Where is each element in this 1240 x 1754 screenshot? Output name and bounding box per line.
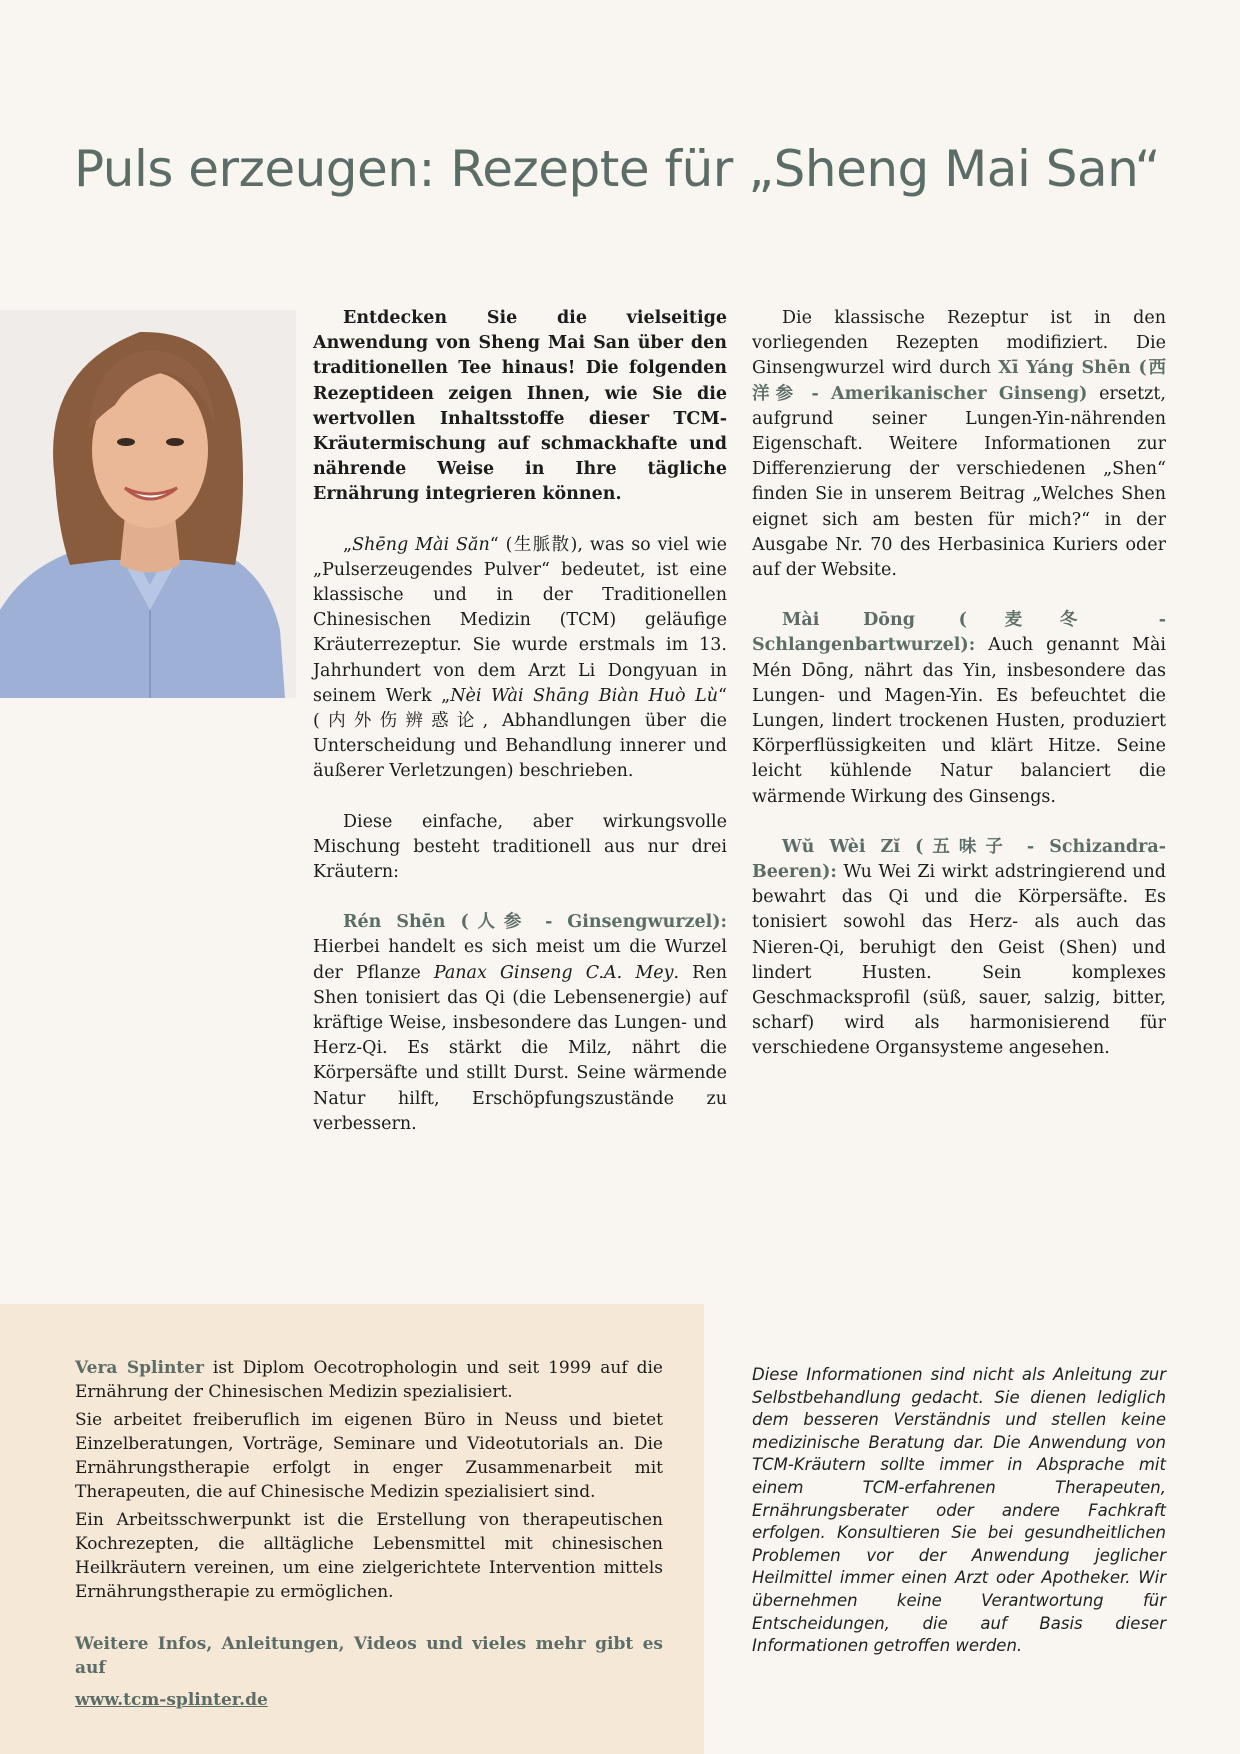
- herb-ren-shen: Rén Shēn (人参 - Ginsengwurzel): Hierbei handelt es sich meist um die Wurzel der Pflanze Panax Ginseng C.A. Mey. Ren Shen tonisiert das Qi (die Lebensenergie) auf kräftige Weise, insbesondere das Lungen- und Herz-Qi. Es stärkt die Milz, nährt die Körpersäfte und stillt Durst. Seine wärmende Natur hilft, Erschöpfungszustände zu verbessern.: [313, 912, 727, 1134]
- page-title: Puls erzeugen: Rezepte für „Sheng Mai San“: [74, 140, 1161, 198]
- portrait-illustration: [0, 310, 296, 698]
- herbs-intro-paragraph: Diese einfache, aber wirkungsvolle Mischung besteht traditionell aus nur drei Kräutern:: [313, 811, 727, 883]
- latin-name: Panax Ginseng C.A. Mey: [433, 962, 674, 983]
- work-title: Nèi Wài Shāng Biàn Huò Lù: [450, 685, 719, 706]
- disclaimer-text: Diese Informationen sind nicht als Anleitung zur Selbstbehandlung gedacht. Sie dienen lediglich dem besseren Verständnis und stellen keine medizinische Beratung dar. Die Anwendung von TCM-Kräutern sollte immer in Absprache mit einem TCM-erfahrenen Therapeuten, Ernährungsberater oder andere Fachkraft erfolgen. Konsultieren Sie bei gesundheitlichen Problemen vor der Anwendung jeglicher Heilmittel immer einen Arzt oder Apotheker. Wir übernehmen keine Verantwortung für Entscheidungen, die auf Basis dieser Informationen getroffen werden.: [752, 1365, 1166, 1656]
- herb-heading: Rén Shēn (人参 - Ginsengwurzel):: [343, 912, 727, 933]
- herb-heading: Wŭ Wèi Zĭ (五味子 - Schizandra-Beeren):: [752, 836, 1166, 883]
- lead-paragraph: Entdecken Sie die vielseitige Anwendung von Sheng Mai San über den traditionellen Tee hinaus! Die folgenden Rezeptideen zeigen Ihnen, wie Sie die wertvollen Inhaltsstoffe dieser TCM-Kräutermischung auf schmackhafte und nährende Weise in Ihre tägliche Ernährung integrieren können.: [313, 308, 727, 505]
- bio-paragraph: Ein Arbeitsschwerpunkt ist die Erstellung von therapeutischen Kochrezepten, die alltägliche Lebensmittel mit chinesischen Heilkräutern vereinen, um eine zielgerichtete Intervention mittels Ernährungstherapie zu ermöglichen.: [75, 1510, 663, 1602]
- website-link[interactable]: www.tcm-splinter.de: [75, 1690, 268, 1710]
- bio-paragraph: Vera Splinter ist Diplom Oecotrophologin und seit 1999 auf die Ernährung der Chinesischen Medizin spezialisiert.: [75, 1358, 663, 1402]
- herb-heading: Mài Dōng (麦冬 - Schlangenbartwurzel):: [752, 610, 1166, 656]
- article-column-right: [752, 306, 1166, 1062]
- modification-paragraph: Die klassische Rezeptur ist in den vorliegenden Rezepten modifiziert. Die Ginsengwurzel wird durch Xī Yáng Shēn (西洋参 - Amerikanischer Ginseng) ersetzt, aufgrund seiner Lungen-Yin-nährenden Eigenschaft. Weitere Informationen zur Differenzierung der verschiedenen „Shen“ finden Sie in unserem Beitrag „Welches Shen eignet sich am besten für mich?“ in der Ausgabe Nr. 70 des Herbasinica Kuriers oder auf der Website.: [752, 308, 1166, 581]
- author-portrait: [0, 310, 296, 698]
- article-column-left: [313, 306, 727, 1137]
- bio-paragraph: Sie arbeitet freiberuflich im eigenen Büro in Neuss und bietet Einzelberatungen, Vorträge, Seminare und Videotutorials an. Die Ernährungstherapie erfolgt in enger Zusammenarbeit mit Therapeuten, die auf Chinesische Medizin spezialisiert sind.: [75, 1410, 663, 1502]
- intro-paragraph: „Shēng Mài Săn“ (生脈散), was so viel wie „Pulserzeugendes Pulver“ bedeutet, ist eine klassische und in der Traditionellen Chinesischen Medizin (TCM) geläufige Kräuterrezeptur. Sie wurde erstmals im 13. Jahrhundert von dem Arzt Li Dongyuan in seinem Werk „Nèi Wài Shāng Biàn Huò Lù“ (内外伤辨惑论, Abhandlungen über die Unterscheidung und Behandlung innerer und äußerer Verletzungen) beschrieben.: [313, 534, 727, 782]
- herb-mai-dong: Mài Dōng (麦冬 - Schlangenbartwurzel): Auch genannt Mài Mén Dōng, nährt das Yin, insbesondere das Lungen- und Magen-Yin. Es befeuchtet die Lungen, lindert trockenen Husten, produziert Körperflüssigkeiten und klärt Hitze. Seine leicht kühlende Natur balanciert die wärmende Wirkung des Ginsengs.: [752, 610, 1166, 807]
- author-name: Vera Splinter: [75, 1358, 204, 1378]
- author-bio-box: [0, 1304, 704, 1754]
- herb-wu-wei-zi: Wŭ Wèi Zĭ (五味子 - Schizandra-Beeren): Wu Wei Zi wirkt adstringierend und bewahrt das Qi und die Körpersäfte. Es tonisiert sowohl das Herz- als auch das Nieren-Qi, beruhigt den Geist (Shen) und lindert Husten. Sein komplexes Geschmacksprofil (süß, sauer, salzig, bitter, scharf) wird als harmonisierend für verschiedene Organsysteme angesehen.: [752, 836, 1166, 1059]
- more-info-text: Weitere Infos, Anleitungen, Videos und vieles mehr gibt es auf: [75, 1634, 663, 1678]
- herb-highlight: Xī Yáng Shēn (西洋参 - Amerikanischer Ginseng): [752, 358, 1166, 404]
- formula-name: Shēng Mài Săn: [352, 534, 490, 555]
